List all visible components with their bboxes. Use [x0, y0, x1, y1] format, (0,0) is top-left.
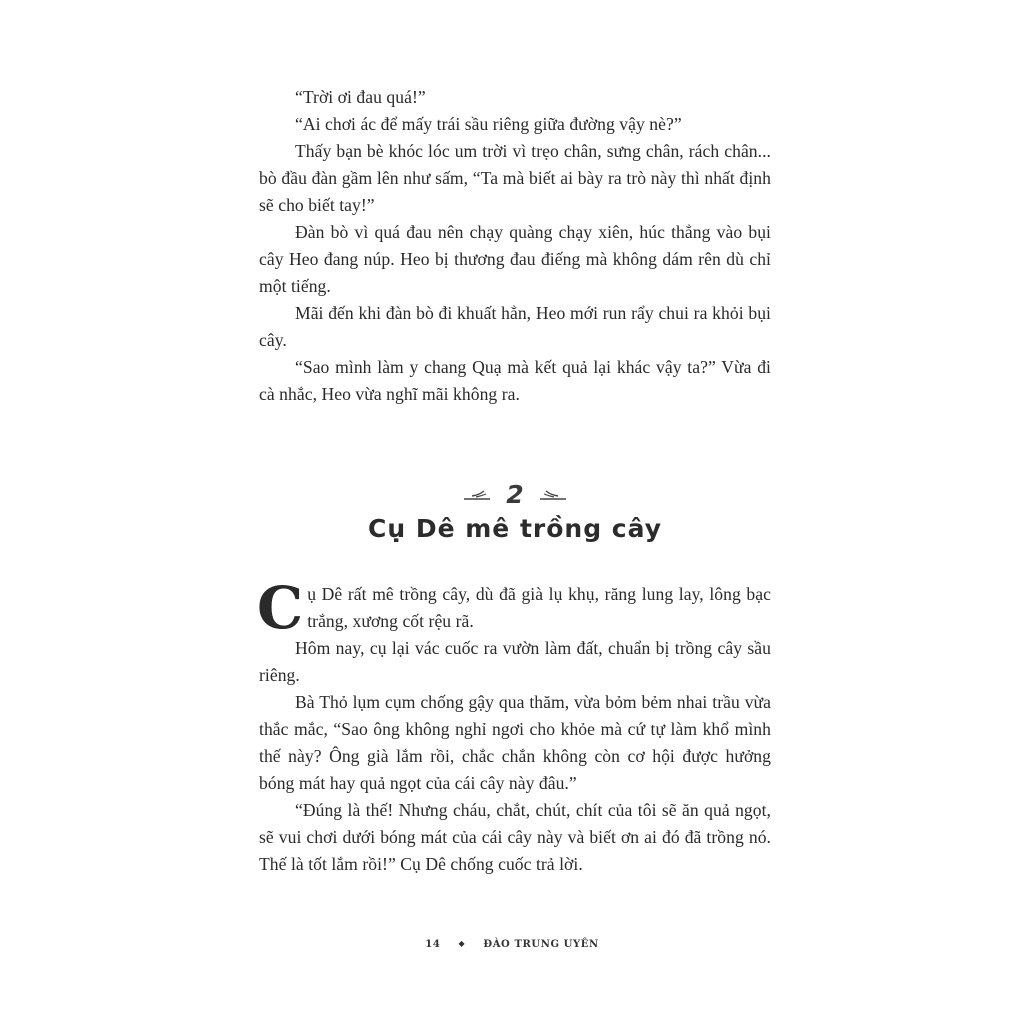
paragraph: Thấy bạn bè khóc lóc um trời vì trẹo chân, sưng chân, rách chân... bò đầu đàn gầm lên như sấm, “Ta mà biết ai bày ra trò này thì nhất định sẽ cho biết tay!” — [259, 141, 771, 215]
chapter-number: 2 — [506, 479, 524, 509]
paragraph: Mãi đến khi đàn bò đi khuất hẳn, Heo mới run rẩy chui ra khỏi bụi cây. — [259, 303, 771, 350]
paragraph-text: ụ Dê rất mê trồng cây, dù đã già lụ khụ, răng lung lay, lông bạc trắng, xương cốt rệu rã. — [307, 584, 771, 631]
paragraph: “Đúng là thế! Nhưng cháu, chắt, chút, chít của tôi sẽ ăn quả ngọt, sẽ vui chơi dưới bóng mát của cái cây này và biết ơn ai đó đã trồng nó. Thế là tốt lắm rồi!” Cụ Dê chống cuốc trả lời. — [259, 800, 771, 874]
chapter-title: Cụ Dê mê trồng cây — [367, 514, 663, 543]
paragraph-with-dropcap — [257, 574, 771, 642]
paragraph: “Trời ơi đau quá!” — [295, 87, 426, 107]
paragraph: Bà Thỏ lụm cụm chống gậy qua thăm, vừa bỏm bẻm nhai trầu vừa thắc mắc, “Sao ông không nghỉ ngơi cho khỏe mà cứ tự làm khổ mình thế này? Ông già lắm rồi, chắc chắn không còn cơ hội được hưởng bóng mát hay quả ngọt của cái cây này đâu.” — [259, 692, 771, 793]
paragraph: “Sao mình làm y chang Quạ mà kết quả lại khác vậy ta?” Vừa đi cà nhắc, Heo vừa nghĩ mãi không ra. — [259, 357, 771, 404]
footer-separator-icon: ◆ — [458, 938, 466, 948]
ornament-right-icon — [538, 487, 568, 501]
paragraph: Hôm nay, cụ lại vác cuốc ra vườn làm đất, chuẩn bị trồng cây sầu riêng. — [259, 638, 771, 685]
paragraph: “Ai chơi ác để mấy trái sầu riêng giữa đường vậy nè?” — [295, 114, 682, 134]
paragraph: Đàn bò vì quá đau nên chạy quàng chạy xiên, húc thẳng vào bụi cây Heo đang núp. Heo bị thương đau điếng mà không dám rên dù chỉ một tiếng. — [259, 222, 771, 296]
story-section-2 — [257, 574, 771, 878]
ornament-left-icon — [462, 487, 492, 501]
drop-cap: C — [257, 574, 304, 642]
page-number: 14 — [425, 939, 441, 950]
author-name: ĐÀO TRUNG UYÊN — [483, 939, 599, 950]
story-section-1 — [259, 84, 771, 408]
page-footer — [0, 938, 1024, 950]
chapter-number-row — [259, 480, 771, 508]
chapter-heading — [259, 480, 771, 543]
book-page — [259, 84, 771, 878]
